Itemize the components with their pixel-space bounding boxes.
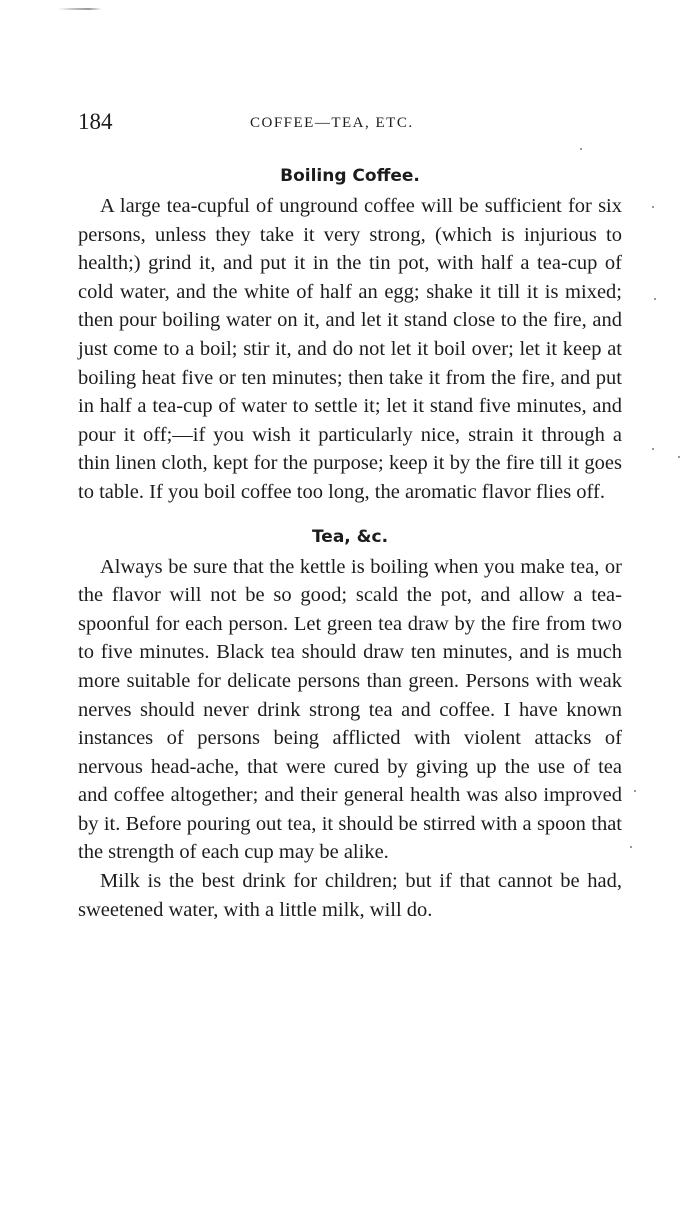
page-number: 184: [78, 109, 113, 134]
scan-speck: [678, 456, 680, 458]
section-heading-tea: Tea, &c.: [311, 526, 389, 547]
paragraph-milk: Milk is the best drink for children; but if that cannot be had, sweetened water, with a little milk, will do.: [78, 870, 622, 921]
running-title: COFFEE—TEA, ETC.: [250, 115, 414, 131]
scan-mark: [58, 8, 102, 10]
scan-speck: [634, 790, 636, 792]
page-content: [78, 160, 622, 924]
scan-speck: [654, 298, 656, 300]
paragraph-tea: Always be sure that the kettle is boiling when you make tea, or the flavor will not be so good; scald the pot, and allow a tea-spoonful for each person. Let green tea draw by the fire from two to five minutes. Black tea should draw ten minutes, and is much more suitable for delicate persons than green. Persons with weak nerves should never drink strong tea and coffee. I have known instances of persons being afflicted with violent attacks of nervous head-ache, that were cured by giving up the use of tea and coffee altogether; and their general health was also improved by it. Before pouring out tea, it should be stirred with a spoon that the strength of each cup may be alike.: [78, 555, 622, 864]
section-heading-boiling-coffee: Boiling Coffee.: [280, 166, 420, 186]
scan-speck: [580, 148, 582, 150]
scan-speck: [652, 448, 654, 450]
scan-speck: [652, 206, 654, 208]
paragraph-boiling-coffee: A large tea-cupful of unground coffee will be sufficient for six persons, unless they take it very strong, (which is injurious to health;) grind it, and put it in the tin pot, with half a tea-cup of cold water, and the white of half an egg; shake it till it is mixed; then pour boiling water on it, and let it stand close to the fire, and just come to a boil; stir it, and do not let it boil over; let it keep at boiling heat five or ten minutes; then take it from the fire, and put in half a tea-cup of water to settle it; let it stand five minutes, and pour it off;—if you wish it particularly nice, strain it through a thin linen cloth, kept for the purpose; keep it by the fire till it goes to table. If you boil coffee too long, the aromatic flavor flies off.: [78, 195, 622, 503]
running-head: [78, 108, 624, 138]
scan-speck: [630, 846, 632, 848]
